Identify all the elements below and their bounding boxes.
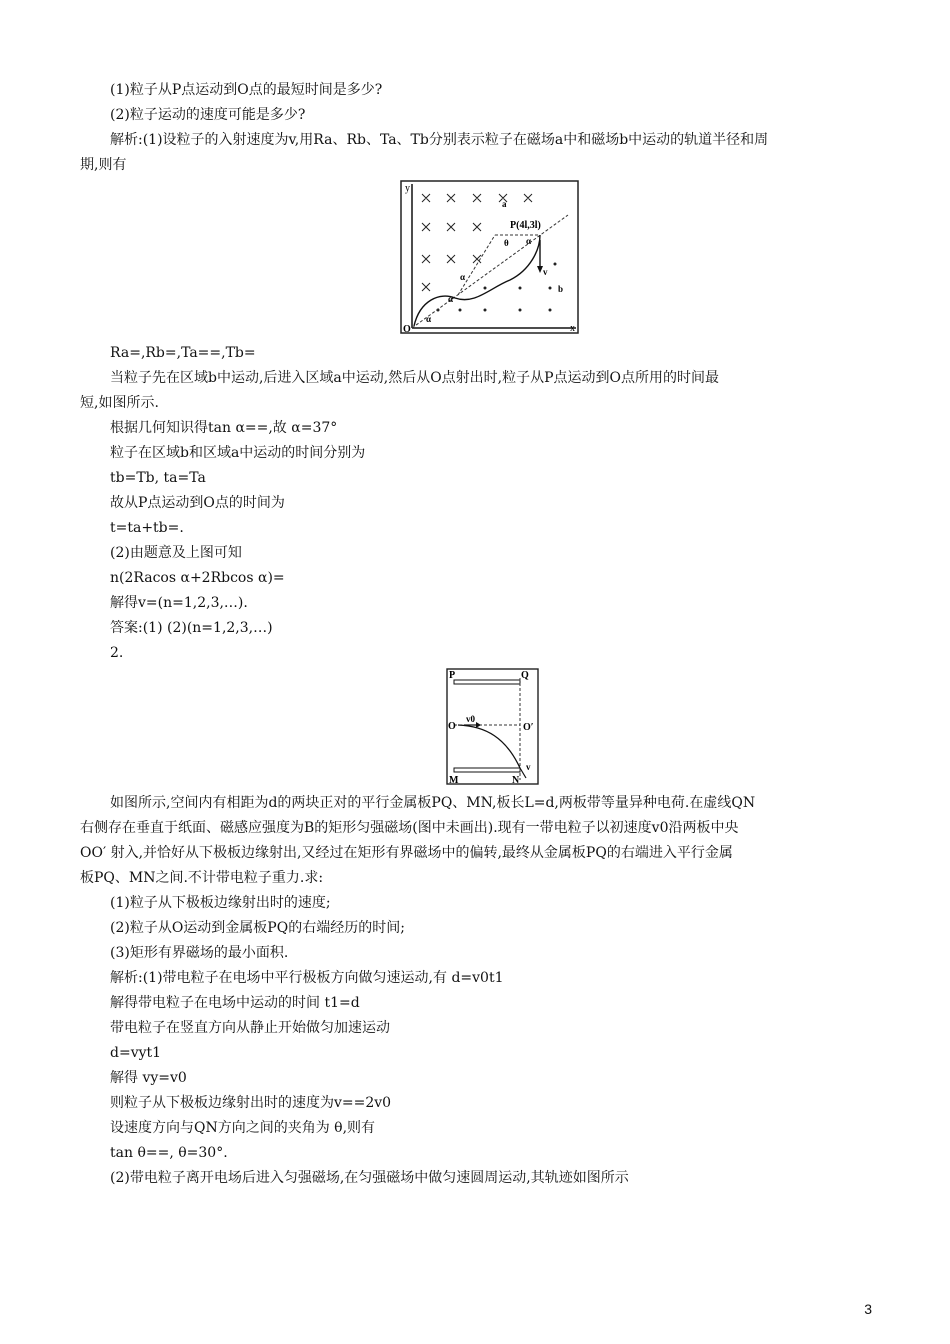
q1-line-4: 期,则有: [80, 157, 127, 173]
q2-line-14: 设速度方向与QN方向之间的夹角为 θ,则有: [110, 1120, 376, 1136]
q1-after-10: n(2Racos α+2Rbcos α)=: [110, 570, 285, 586]
fig1-label-b: b: [558, 284, 564, 294]
q2-line-2: 右侧存在垂直于纸面、磁感应强度为B的矩形匀强磁场(图中未画出).现有一带电粒子以初速度v0沿两板中央: [80, 820, 739, 836]
fig2-label-p: P: [449, 670, 456, 681]
fig2-label-m: M: [449, 775, 459, 786]
q2-line-15: tan θ==, θ=30°.: [110, 1145, 228, 1161]
q1-after-9: (2)由题意及上图可知: [110, 545, 242, 561]
fig2-label-o: O: [448, 721, 456, 732]
q2-line-9: 解得带电粒子在电场中运动的时间 t1=d: [110, 995, 360, 1011]
q1-after-4: 根据几何知识得tan α==,故 α=37°: [110, 420, 338, 436]
fig2-label-v0: v0: [466, 714, 475, 724]
q1-after-3: 短,如图所示.: [80, 395, 159, 411]
fig1-label-alpha-1: α: [526, 236, 532, 246]
fig2-label-q: Q: [521, 670, 529, 681]
q1-after-2: 当粒子先在区域b中运动,后进入区域a中运动,然后从O点射出时,粒子从P点运动到O点所用的时间最: [110, 370, 720, 386]
fig1-label-p: P(4l,3l): [510, 220, 541, 231]
q1-answer: 答案:(1) (2)(n=1,2,3,…): [110, 620, 273, 636]
q1-after-7: 故从P点运动到O点的时间为: [110, 495, 285, 511]
q2-line-7: (3)矩形有界磁场的最小面积.: [110, 945, 289, 961]
figure-parallel-plates: [446, 668, 540, 786]
fig1-label-alpha-3: α: [448, 294, 454, 304]
q2-line-8: 解析:(1)带电粒子在电场中平行极板方向做匀速运动,有 d=v0t1: [110, 970, 504, 986]
fig2-label-n: N: [512, 775, 520, 786]
q1-after-1: Ra=,Rb=,Ta==,Tb=: [110, 345, 256, 361]
figure-magnetic-field: [400, 180, 580, 335]
q1-line-1: (1)粒子从P点运动到O点的最短时间是多少?: [110, 82, 383, 98]
q2-line-3: OO′ 射入,并恰好从下极板边缘射出,又经过在矩形有界磁场中的偏转,最终从金属板PQ的右端进入平行金属: [80, 845, 733, 861]
fig1-label-o: O: [403, 324, 411, 335]
fig1-label-v: v: [543, 267, 548, 277]
page-number: 3: [864, 1301, 872, 1317]
q2-line-11: d=vyt1: [110, 1045, 162, 1061]
fig2-label-v: v: [526, 762, 531, 772]
fig1-label-a: a: [502, 199, 507, 209]
q1-after-8: t=ta+tb=.: [110, 520, 184, 536]
q2-line-13: 则粒子从下极板边缘射出时的速度为v==2v0: [110, 1095, 392, 1111]
fig1-label-y: y: [405, 183, 410, 194]
q2-line-1: 如图所示,空间内有相距为d的两块正对的平行金属板PQ、MN,板长L=d,两板带等量异种电荷.在虚线QN: [110, 795, 756, 811]
fig1-label-alpha-4: α: [426, 314, 432, 324]
q2-line-5: (1)粒子从下极板边缘射出时的速度;: [110, 895, 331, 911]
q2-line-16: (2)带电粒子离开电场后进入匀强磁场,在匀强磁场中做匀速圆周运动,其轨迹如图所示: [110, 1170, 629, 1186]
q1-line-2: (2)粒子运动的速度可能是多少?: [110, 107, 306, 123]
q2-line-6: (2)粒子从O运动到金属板PQ的右端经历的时间;: [110, 920, 405, 936]
q1-line-3: 解析:(1)设粒子的入射速度为v,用Ra、Rb、Ta、Tb分别表示粒子在磁场a中和磁场b中运动的轨道半径和周: [110, 132, 769, 148]
fig1-label-alpha-2: α: [460, 272, 466, 282]
fig1-label-x: x: [570, 323, 575, 334]
q2-line-12: 解得 vy=v0: [110, 1070, 187, 1086]
q2-line-10: 带电粒子在竖直方向从静止开始做匀加速运动: [110, 1020, 390, 1036]
q1-after-6: tb=Tb, ta=Ta: [110, 470, 206, 486]
q1-after-11: 解得v=(n=1,2,3,…).: [110, 595, 248, 611]
q1-after-5: 粒子在区域b和区域a中运动的时间分别为: [110, 445, 366, 461]
q2-line-4: 板PQ、MN之间.不计带电粒子重力.求:: [80, 870, 324, 886]
q2-number: 2.: [110, 645, 124, 661]
fig1-label-theta: θ: [504, 238, 509, 248]
fig2-label-o2: O′: [523, 722, 534, 733]
